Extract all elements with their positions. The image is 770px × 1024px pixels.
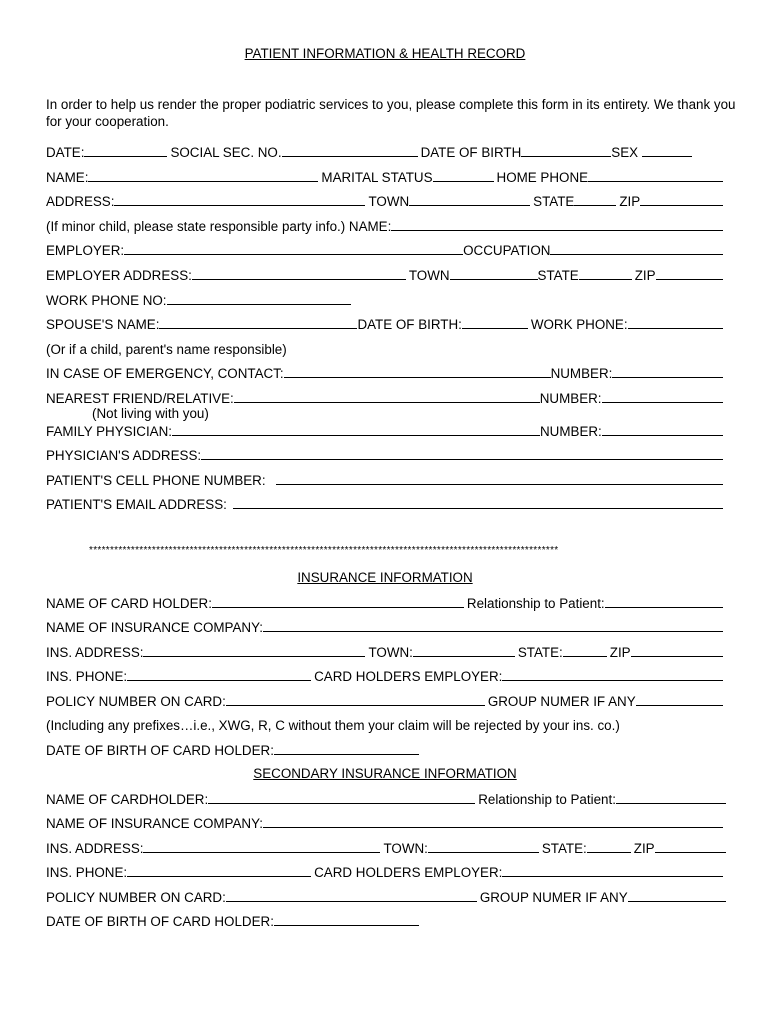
sec-zip-label: ZIP <box>633 841 655 856</box>
spouse-dob-field[interactable] <box>462 328 528 329</box>
ins-holder-dob-label: DATE OF BIRTH OF CARD HOLDER: <box>46 743 274 758</box>
sec-town-label: TOWN: <box>383 841 428 856</box>
ins-phone-label: INS. PHONE: <box>46 669 128 684</box>
occupation-label: OCCUPATION <box>463 243 551 258</box>
row-ins-phone <box>46 666 726 684</box>
dob-field[interactable] <box>521 156 611 157</box>
spouse-dob-label: DATE OF BIRTH: <box>357 317 462 332</box>
family-physician-label: FAMILY PHYSICIAN: <box>46 424 173 439</box>
sex-label: SEX <box>611 145 639 160</box>
intro-text: In order to help us render the proper podiatric services to you, please complete this form in its entirety. We thank you for your cooperation. <box>46 97 736 129</box>
responsible-party-field[interactable] <box>391 230 723 231</box>
ins-group-label: GROUP NUMER IF ANY <box>487 694 636 709</box>
sec-address-field[interactable] <box>143 852 380 853</box>
sex-field[interactable] <box>642 156 692 157</box>
form-title: PATIENT INFORMATION & HEALTH RECORD <box>244 46 526 61</box>
row-minor-child <box>46 216 726 234</box>
ins-relationship-label: Relationship to Patient: <box>466 596 605 611</box>
ins-address-label: INS. ADDRESS: <box>46 645 144 660</box>
occupation-field[interactable] <box>550 254 723 255</box>
emergency-number-field[interactable] <box>612 377 723 378</box>
secondary-insurance-heading: SECONDARY INSURANCE INFORMATION <box>253 766 517 781</box>
spouse-work-phone-field[interactable] <box>628 328 723 329</box>
sec-zip-field[interactable] <box>655 852 726 853</box>
work-phone-label: WORK PHONE NO: <box>46 293 167 308</box>
row-emergency <box>46 363 726 381</box>
friend-number-field[interactable] <box>602 402 723 403</box>
employer-label: EMPLOYER: <box>46 243 125 258</box>
emergency-contact-label: IN CASE OF EMERGENCY, CONTACT: <box>46 366 284 381</box>
sec-policy-field[interactable] <box>226 901 477 902</box>
emp-state-label: STATE <box>537 268 579 283</box>
sec-holder-dob-label: DATE OF BIRTH OF CARD HOLDER: <box>46 914 274 929</box>
row-family-physician <box>46 421 726 439</box>
home-phone-label: HOME PHONE <box>496 170 589 185</box>
sec-holder-dob-field[interactable] <box>274 925 419 926</box>
address-label: ADDRESS: <box>46 194 115 209</box>
work-phone-field[interactable] <box>167 304 351 305</box>
spouse-name-label: SPOUSE'S NAME: <box>46 317 160 332</box>
row-sec-address <box>46 838 729 856</box>
row-ins-address <box>46 642 726 660</box>
ins-policy-field[interactable] <box>226 705 485 706</box>
ins-address-field[interactable] <box>143 656 365 657</box>
state-label: STATE <box>533 194 575 209</box>
ins-phone-field[interactable] <box>127 680 311 681</box>
employer-field[interactable] <box>124 254 463 255</box>
emp-town-field[interactable] <box>450 279 538 280</box>
row-cell-phone <box>46 470 726 488</box>
zip-label: ZIP <box>619 194 641 209</box>
emp-town-label: TOWN <box>408 268 450 283</box>
row-sec-company <box>46 813 726 831</box>
row-sec-phone <box>46 862 726 880</box>
sec-relationship-field[interactable] <box>616 803 726 804</box>
sec-employer-label: CARD HOLDERS EMPLOYER: <box>314 865 503 880</box>
emergency-contact-field[interactable] <box>284 377 551 378</box>
ins-state-field[interactable] <box>563 656 607 657</box>
name-label: NAME: <box>46 170 89 185</box>
marital-field[interactable] <box>433 181 494 182</box>
emp-zip-label: ZIP <box>634 268 656 283</box>
email-label: PATIENT'S EMAIL ADDRESS: <box>46 497 227 512</box>
date-label: DATE: <box>46 145 85 160</box>
sec-company-label: NAME OF INSURANCE COMPANY: <box>46 816 264 831</box>
sec-state-field[interactable] <box>587 852 631 853</box>
sec-employer-field[interactable] <box>502 876 723 877</box>
ins-policy-label: POLICY NUMBER ON CARD: <box>46 694 226 709</box>
row-name <box>46 167 726 185</box>
ins-card-holder-label: NAME OF CARD HOLDER: <box>46 596 212 611</box>
cell-phone-field[interactable] <box>276 484 723 485</box>
emp-state-field[interactable] <box>579 279 632 280</box>
minor-child-label: (If minor child, please state responsible party info.) NAME: <box>46 219 392 234</box>
emergency-number-label: NUMBER: <box>550 366 613 381</box>
sec-company-field[interactable] <box>263 827 723 828</box>
section-separator: **************************************************************************************************************** <box>89 545 559 556</box>
home-phone-field[interactable] <box>588 181 723 182</box>
row-child-note <box>46 339 287 357</box>
sec-relationship-label: Relationship to Patient: <box>478 792 616 807</box>
sec-card-holder-field[interactable] <box>208 803 475 804</box>
sec-group-label: GROUP NUMER IF ANY <box>479 890 628 905</box>
physician-number-field[interactable] <box>602 435 723 436</box>
spouse-work-phone-label: WORK PHONE: <box>530 317 628 332</box>
sec-policy-label: POLICY NUMBER ON CARD: <box>46 890 226 905</box>
ssn-field[interactable] <box>282 156 418 157</box>
ins-group-field[interactable] <box>636 705 723 706</box>
physician-address-field[interactable] <box>201 459 723 460</box>
emp-zip-field[interactable] <box>656 279 723 280</box>
ins-town-label: TOWN: <box>368 645 413 660</box>
row-employer-address <box>46 265 726 283</box>
physician-number-label: NUMBER: <box>540 424 602 439</box>
row-ins-policy <box>46 691 726 709</box>
row-email <box>46 494 726 512</box>
row-work-phone <box>46 290 354 308</box>
friend-number-label: NUMBER: <box>539 391 602 406</box>
marital-label: MARITAL STATUS <box>321 170 433 185</box>
row-sec-holder-dob <box>46 911 422 929</box>
sec-state-label: STATE: <box>541 841 587 856</box>
row-prefix-note <box>46 715 726 733</box>
sec-group-field[interactable] <box>628 901 726 902</box>
row-nearest-friend <box>46 388 726 406</box>
sec-town-field[interactable] <box>428 852 539 853</box>
ins-employer-field[interactable] <box>502 680 723 681</box>
row-spouse <box>46 314 726 332</box>
row-ins-company <box>46 617 726 635</box>
not-living-note: (Not living with you) <box>92 406 209 421</box>
sec-phone-field[interactable] <box>127 876 311 877</box>
insurance-heading: INSURANCE INFORMATION <box>297 570 473 585</box>
employer-address-label: EMPLOYER ADDRESS: <box>46 268 192 283</box>
family-physician-field[interactable] <box>172 435 540 436</box>
cell-phone-label: PATIENT'S CELL PHONE NUMBER: <box>46 473 266 488</box>
row-sec-card-holder <box>46 789 729 807</box>
dob-label: DATE OF BIRTH <box>420 145 522 160</box>
ins-town-field[interactable] <box>413 656 515 657</box>
ins-holder-dob-field[interactable] <box>274 754 419 755</box>
name-field[interactable] <box>88 181 318 182</box>
row-sec-policy <box>46 887 729 905</box>
nearest-friend-field[interactable] <box>234 402 540 403</box>
row-address <box>46 191 726 209</box>
row-employer <box>46 240 726 258</box>
ins-card-holder-field[interactable] <box>212 607 464 608</box>
zip-field[interactable] <box>640 205 723 206</box>
email-field[interactable] <box>233 508 723 509</box>
row-ins-holder-dob <box>46 740 422 758</box>
physician-address-label: PHYSICIAN'S ADDRESS: <box>46 448 202 463</box>
ins-employer-label: CARD HOLDERS EMPLOYER: <box>314 669 503 684</box>
row-date <box>46 142 726 160</box>
nearest-friend-label: NEAREST FRIEND/RELATIVE: <box>46 391 234 406</box>
date-field[interactable] <box>84 156 167 157</box>
row-physician-address <box>46 445 726 463</box>
prefix-note: (Including any prefixes…i.e., XWG, R, C without them your claim will be rejected by your ins. co.) <box>46 718 620 733</box>
child-parent-note: (Or if a child, parent's name responsible) <box>46 342 287 357</box>
address-field[interactable] <box>114 205 365 206</box>
row-ins-card-holder <box>46 593 726 611</box>
ins-zip-field[interactable] <box>631 656 723 657</box>
sec-phone-label: INS. PHONE: <box>46 865 128 880</box>
sec-card-holder-label: NAME OF CARDHOLDER: <box>46 792 209 807</box>
ins-company-field[interactable] <box>263 631 723 632</box>
ins-zip-label: ZIP <box>609 645 631 660</box>
employer-address-field[interactable] <box>192 279 406 280</box>
town-label: TOWN <box>368 194 410 209</box>
ins-relationship-field[interactable] <box>605 607 723 608</box>
spouse-name-field[interactable] <box>159 328 357 329</box>
town-field[interactable] <box>409 205 530 206</box>
ins-state-label: STATE: <box>517 645 563 660</box>
ssn-label: SOCIAL SEC. NO. <box>170 145 282 160</box>
sec-address-label: INS. ADDRESS: <box>46 841 144 856</box>
ins-company-label: NAME OF INSURANCE COMPANY: <box>46 620 264 635</box>
state-field[interactable] <box>574 205 616 206</box>
